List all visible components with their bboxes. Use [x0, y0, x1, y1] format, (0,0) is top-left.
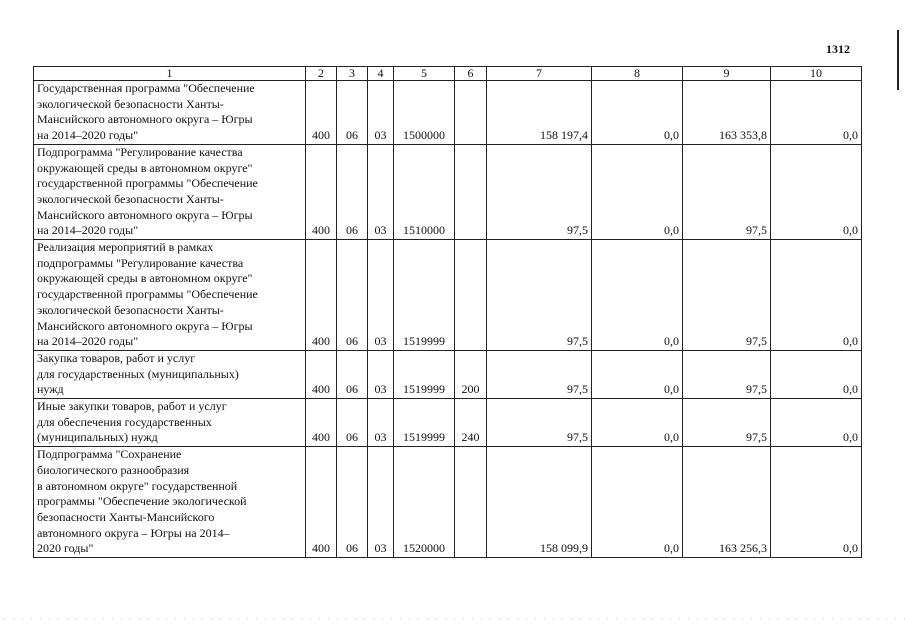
page-number: 1312	[826, 42, 850, 56]
cell-section: 06	[337, 81, 368, 145]
cell-amount-9: 97,5	[683, 240, 771, 351]
cell-amount-8: 0,0	[592, 81, 683, 145]
cell-amount-9: 163 353,8	[683, 81, 771, 145]
cell-section: 06	[337, 447, 368, 558]
cell-expense-type	[455, 144, 487, 239]
header-row	[34, 67, 862, 81]
cell-amount-7: 97,5	[487, 240, 592, 351]
cell-subsection: 03	[368, 447, 394, 558]
cell-section: 06	[337, 144, 368, 239]
cell-amount-10: 0,0	[771, 81, 862, 145]
row-name: Подпрограмма "Сохранение биологического разнообразия в автономном округе" государственной программы "Обеспечение экологической безопасности Ханты-Мансийского автономного округа – Югры на 2014– 2020 годы"	[34, 447, 306, 558]
header-cell: 10	[771, 67, 862, 81]
cell-target-article: 1510000	[394, 144, 455, 239]
cell-target-article: 1519999	[394, 240, 455, 351]
cell-expense-type	[455, 240, 487, 351]
header-cell: 9	[683, 67, 771, 81]
cell-amount-9: 163 256,3	[683, 447, 771, 558]
cell-ministry-code: 400	[306, 240, 337, 351]
header-cell: 5	[394, 67, 455, 81]
header-cell: 3	[337, 67, 368, 81]
header-cell: 7	[487, 67, 592, 81]
cell-amount-8: 0,0	[592, 144, 683, 239]
cell-subsection: 03	[368, 240, 394, 351]
table-row	[34, 399, 862, 447]
cell-subsection: 03	[368, 144, 394, 239]
cell-amount-10: 0,0	[771, 144, 862, 239]
header-cell: 1	[34, 67, 306, 81]
header-cell: 2	[306, 67, 337, 81]
table-row	[34, 81, 862, 145]
scan-noise	[0, 616, 905, 622]
cell-target-article: 1500000	[394, 81, 455, 145]
cell-ministry-code: 400	[306, 447, 337, 558]
cell-expense-type: 200	[455, 350, 487, 398]
cell-target-article: 1519999	[394, 350, 455, 398]
row-name: Реализация мероприятий в рамках подпрограммы "Регулирование качества окружающей среды в автономном округе" государственной программы "Обеспечение экологической безопасности Ханты- Мансийского автономного округа – Югры на 2014–2020 годы"	[34, 240, 306, 351]
margin-rule	[897, 30, 899, 90]
cell-amount-10: 0,0	[771, 447, 862, 558]
table-row	[34, 350, 862, 398]
table-row	[34, 144, 862, 239]
cell-amount-8: 0,0	[592, 447, 683, 558]
budget-table	[33, 66, 862, 558]
cell-amount-10: 0,0	[771, 399, 862, 447]
cell-section: 06	[337, 399, 368, 447]
cell-ministry-code: 400	[306, 81, 337, 145]
cell-amount-7: 97,5	[487, 144, 592, 239]
header-cell: 4	[368, 67, 394, 81]
cell-expense-type	[455, 81, 487, 145]
cell-amount-10: 0,0	[771, 240, 862, 351]
cell-expense-type: 240	[455, 399, 487, 447]
cell-amount-7: 158 197,4	[487, 81, 592, 145]
header-cell: 6	[455, 67, 487, 81]
row-name: Иные закупки товаров, работ и услуг для обеспечения государственных (муниципальных) нужд	[34, 399, 306, 447]
cell-section: 06	[337, 350, 368, 398]
cell-amount-10: 0,0	[771, 350, 862, 398]
cell-amount-9: 97,5	[683, 399, 771, 447]
cell-target-article: 1519999	[394, 399, 455, 447]
table-row	[34, 447, 862, 558]
cell-subsection: 03	[368, 350, 394, 398]
row-name: Закупка товаров, работ и услуг для государственных (муниципальных) нужд	[34, 350, 306, 398]
cell-amount-8: 0,0	[592, 399, 683, 447]
cell-target-article: 1520000	[394, 447, 455, 558]
header-cell: 8	[592, 67, 683, 81]
row-name: Подпрограмма "Регулирование качества окружающей среды в автономном округе" государственной программы "Обеспечение экологической безопасности Ханты- Мансийского автономного округа – Югры на 2014–2020 годы"	[34, 144, 306, 239]
cell-ministry-code: 400	[306, 399, 337, 447]
cell-subsection: 03	[368, 81, 394, 145]
cell-subsection: 03	[368, 399, 394, 447]
cell-ministry-code: 400	[306, 144, 337, 239]
cell-amount-9: 97,5	[683, 350, 771, 398]
cell-amount-7: 158 099,9	[487, 447, 592, 558]
cell-section: 06	[337, 240, 368, 351]
cell-amount-7: 97,5	[487, 350, 592, 398]
cell-amount-8: 0,0	[592, 350, 683, 398]
table-row	[34, 240, 862, 351]
cell-expense-type	[455, 447, 487, 558]
row-name: Государственная программа "Обеспечение экологической безопасности Ханты- Мансийского автономного округа – Югры на 2014–2020 годы"	[34, 81, 306, 145]
cell-ministry-code: 400	[306, 350, 337, 398]
cell-amount-7: 97,5	[487, 399, 592, 447]
cell-amount-8: 0,0	[592, 240, 683, 351]
cell-amount-9: 97,5	[683, 144, 771, 239]
